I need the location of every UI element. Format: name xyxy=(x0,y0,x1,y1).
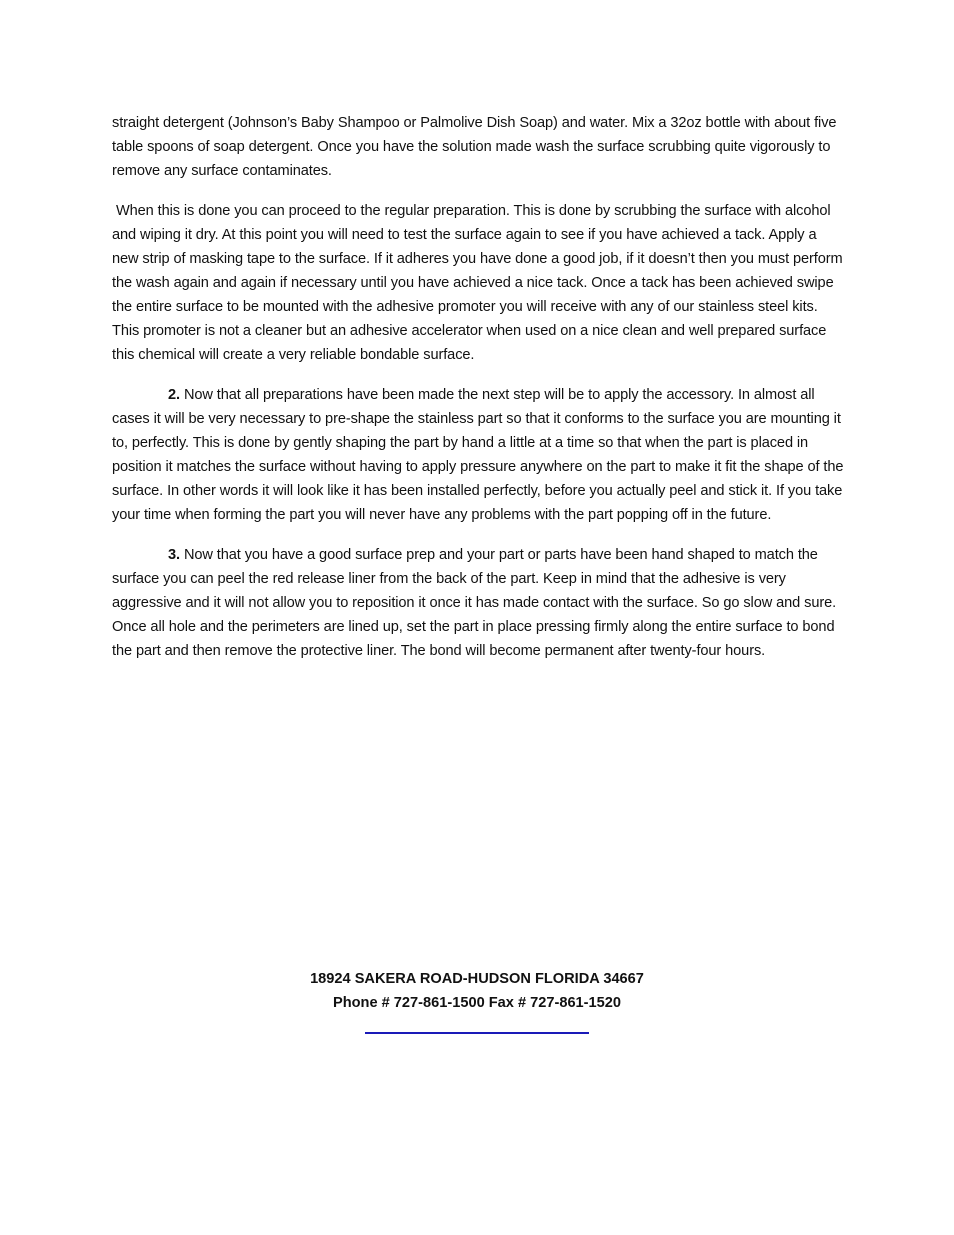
footer-link-underline[interactable] xyxy=(365,1032,589,1034)
document-body xyxy=(112,111,844,679)
step-2-paragraph xyxy=(112,383,844,527)
step-3-number: 3. xyxy=(168,547,180,563)
footer-phone-fax: Phone # 727-861-1500 Fax # 727-861-1520 xyxy=(332,995,621,1011)
footer xyxy=(0,967,954,1015)
step-3-text: Now that you have a good surface prep and your part or parts have been hand shaped to match the surface you can peel the red release liner from the back of the part. Keep in mind that the adhesive is very aggressive and it will not allow you to reposition it once it has made contact with the surface. So go slow and sure. Once all hole and the perimeters are lined up, set the part in place pressing firmly along the entire surface to bond the part and then remove the protective liner. The bond will become permanent after twenty-four hours. xyxy=(112,547,837,659)
step-2-text: Now that all preparations have been made the next step will be to apply the accessory. In almost all cases it will be very necessary to pre-shape the stainless part so that it conforms to the surface you are mounting it to, perfectly. This is done by gently shaping the part by hand a little at a time so that when the part is placed in position it matches the surface without having to apply pressure anywhere on the part to make it fit the shape of the surface. In other words it will look like it has been installed perfectly, before you actually peel and stick it. If you take your time when forming the part you will never have any problems with the part popping off in the future. xyxy=(112,387,844,523)
step-3-paragraph xyxy=(112,543,844,663)
paragraph-detergent-wash: straight detergent (Johnson’s Baby Shampoo or Palmolive Dish Soap) and water. Mix a 32oz bottle with about five table spoons of soap detergent. Once you have the solution made wash the surface scrubbing quite vigorously to remove any surface contaminates. xyxy=(112,115,837,179)
step-2-number: 2. xyxy=(168,387,180,403)
footer-address: 18924 SAKERA ROAD-HUDSON FLORIDA 34667 xyxy=(310,971,644,987)
paragraph-regular-preparation-text: When this is done you can proceed to the regular preparation. This is done by scrubbing the surface with alcohol and wiping it dry. At this point you will need to test the surface again to see if you have achieved a tack. Apply a new strip of masking tape to the surface. If it adheres you have done a good job, if it doesn’t then you must perform the wash again and again if necessary until you have achieved a nice tack. Once a tack has been achieved swipe the entire surface to be mounted with the adhesive promoter you will receive with any of our stainless steel kits. This promoter is not a cleaner but an adhesive accelerator when used on a nice clean and well prepared surface this chemical will create a very reliable bondable surface. xyxy=(112,203,843,363)
paragraph-regular-preparation xyxy=(112,199,844,367)
